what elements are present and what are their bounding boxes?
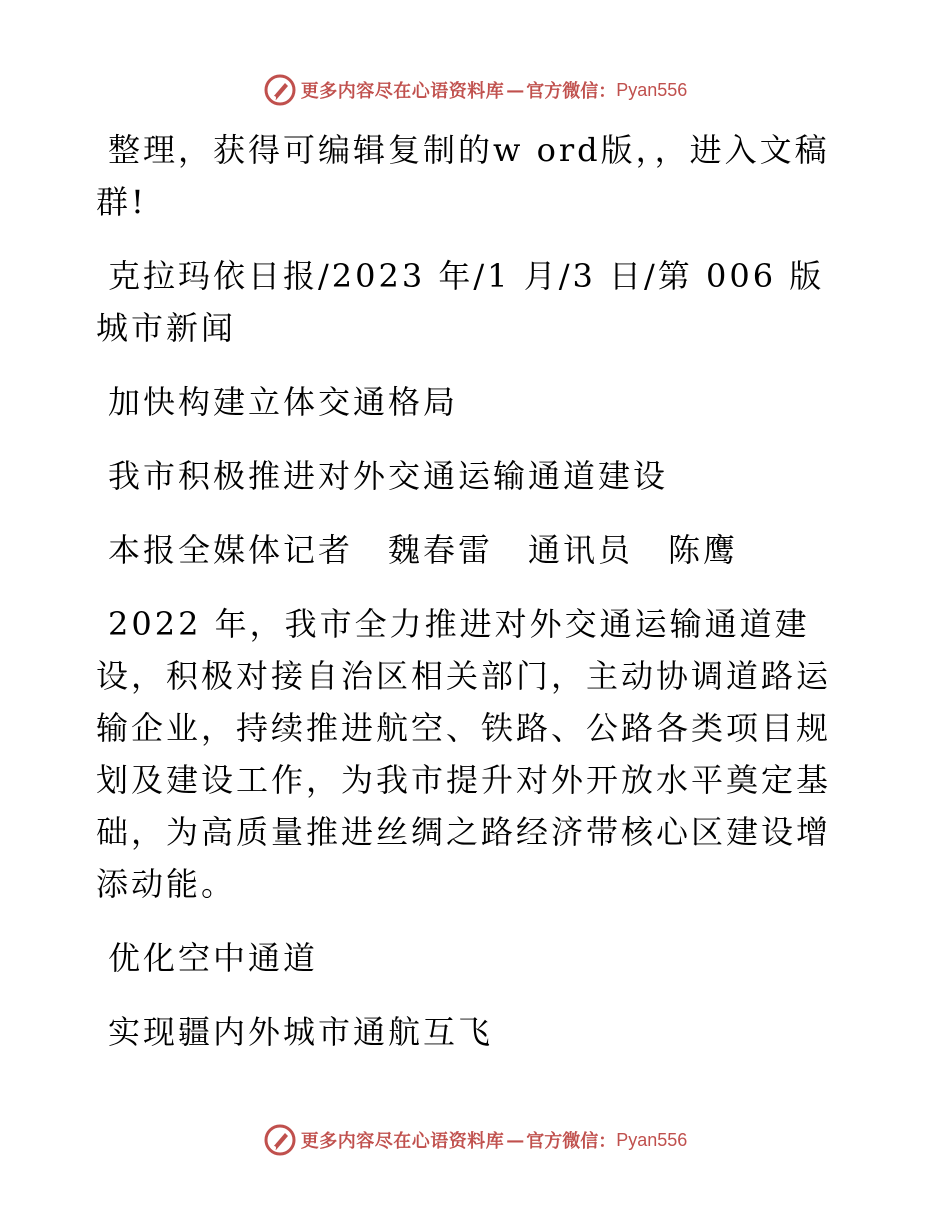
banner-wechat-id: Pyan556 (616, 79, 688, 100)
banner-text: 更多内容尽在心语资料库 (300, 1131, 505, 1152)
paragraph: 克拉玛依日报/2023 年/1 月/3 日/第 006 版城市新闻 (96, 257, 825, 347)
headline: 加快构建立体交通格局 (108, 383, 459, 421)
banner-separator: — (506, 1129, 525, 1151)
header-banner (0, 70, 950, 110)
banner-label: 官方微信： (526, 1131, 617, 1152)
pen-logo-icon (263, 1123, 297, 1157)
document-body (96, 124, 856, 1080)
byline: 本报全媒体记者 魏春雷 通讯员 陈鹰 (108, 531, 739, 569)
paragraph: 整理，获得可编辑复制的w ord版，，进入文稿群! (96, 131, 830, 221)
section-heading: 优化空中通道 (108, 939, 319, 977)
subheadline: 我市积极推进对外交通运输通道建设 (108, 457, 669, 495)
banner-text: 更多内容尽在心语资料库 (300, 81, 505, 102)
banner-wechat-id: Pyan556 (616, 1129, 688, 1150)
banner-separator: — (506, 79, 525, 101)
paragraph: 2022 年，我市全力推进对外交通运输通道建设，积极对接自治区相关部门，主动协调道路运输企业，持续推进航空、铁路、公路各类项目规划及建设工作，为我市提升对外开放水平奠定基础，为高质量推进丝绸之路经济带核心区建设增添动能。 (96, 605, 832, 903)
banner-label: 官方微信： (526, 81, 617, 102)
pen-logo-icon (263, 73, 297, 107)
footer-banner (0, 1120, 950, 1160)
section-subheading: 实现疆内外城市通航互飞 (108, 1013, 494, 1051)
